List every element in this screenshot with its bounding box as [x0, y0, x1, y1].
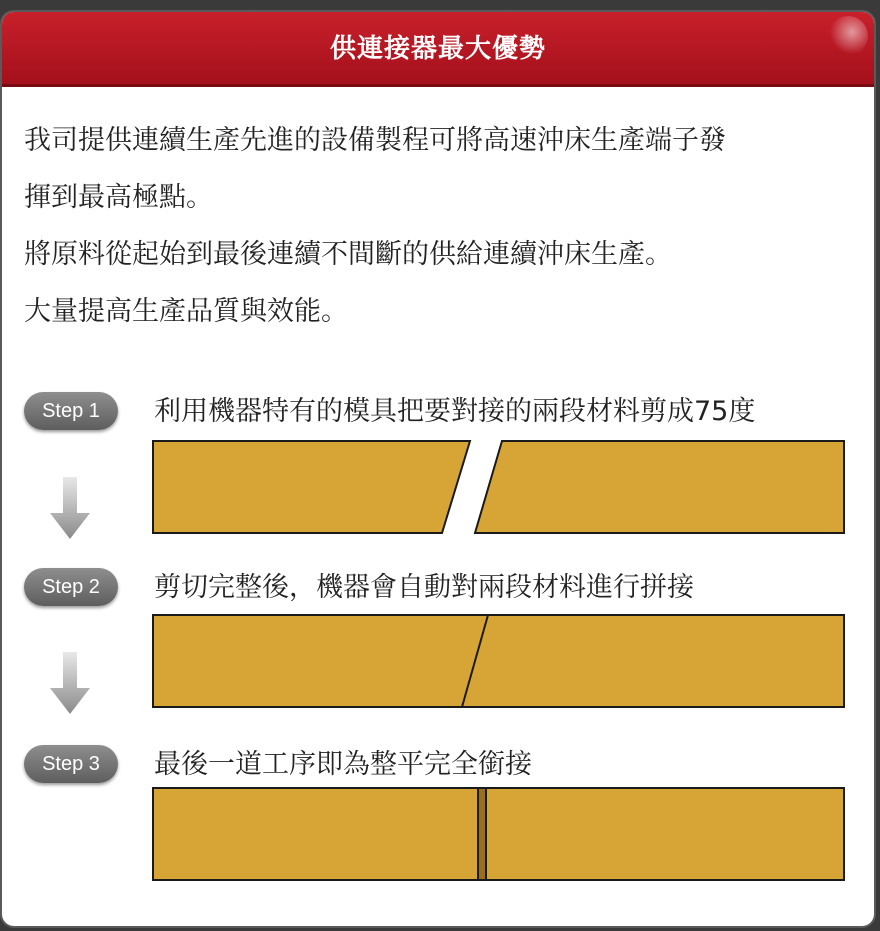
- intro-line: 將原料從起始到最後連續不間斷的供給連續沖床生產。: [24, 239, 672, 270]
- step-1-description: 利用機器特有的模具把要對接的兩段材料剪成75度: [154, 396, 756, 427]
- step-2-description: 剪切完整後，機器會自動對兩段材料進行拼接: [154, 572, 694, 603]
- step-3-diagram: [152, 786, 852, 882]
- down-arrow-icon: [50, 652, 90, 714]
- step-2-diagram: [152, 613, 852, 709]
- intro-line: 我司提供連續生產先進的設備製程可將高速沖床生產端子發: [24, 125, 726, 156]
- step-3-description: 最後一道工序即為整平完全銜接: [154, 749, 532, 780]
- step-1-diagram: [152, 439, 852, 535]
- spliced-material: [153, 615, 844, 707]
- material-right-piece: [475, 441, 844, 533]
- intro-text: [24, 112, 864, 340]
- intro-line: 大量提高生產品質與效能。: [24, 296, 348, 327]
- intro-line: 揮到最高極點。: [24, 182, 213, 213]
- step-1-badge: Step 1: [24, 392, 118, 430]
- material-left-piece: [153, 441, 470, 533]
- advantages-panel: [0, 10, 876, 928]
- joint-weld: [478, 788, 486, 880]
- panel-header: [2, 12, 874, 87]
- page-title: 供連接器最大優勢: [329, 34, 546, 64]
- down-arrow-icon: [50, 477, 90, 539]
- step-2-badge: Step 2: [24, 568, 118, 606]
- header-gloss: [828, 16, 868, 56]
- material-right-piece: [486, 788, 844, 880]
- material-left-piece: [153, 788, 478, 880]
- step-3-badge: Step 3: [24, 745, 118, 783]
